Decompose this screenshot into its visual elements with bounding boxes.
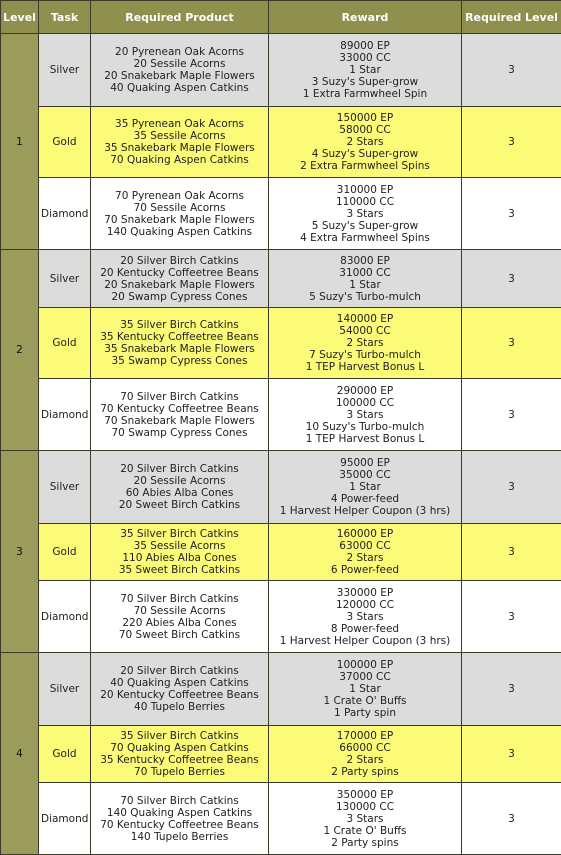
reward-line: 310000 EP <box>271 184 459 196</box>
reward-cell <box>269 107 462 178</box>
product-line: 20 Pyrenean Oak Acorns <box>93 46 266 58</box>
product-line: 70 Silver Birch Catkins <box>93 593 266 605</box>
header-required-level: Required Level <box>462 1 561 34</box>
required-product-cell <box>91 34 269 107</box>
product-line: 35 Swamp Cypress Cones <box>93 355 266 367</box>
reward-line: 3 Stars <box>271 813 459 825</box>
reward-line: 1 TEP Harvest Bonus L <box>271 361 459 373</box>
required-product-cell <box>91 581 269 653</box>
reward-cell <box>269 451 462 524</box>
product-line: 20 Silver Birch Catkins <box>93 255 266 267</box>
table-row <box>1 451 561 524</box>
reward-line: 140000 EP <box>271 313 459 325</box>
reward-line: 330000 EP <box>271 587 459 599</box>
table-body <box>1 34 561 855</box>
product-line: 70 Quaking Aspen Catkins <box>93 154 266 166</box>
task-cell: Silver <box>39 653 91 726</box>
task-cell: Silver <box>39 250 91 308</box>
required-product-cell <box>91 308 269 379</box>
product-line: 140 Quaking Aspen Catkins <box>93 226 266 238</box>
table-row <box>1 653 561 726</box>
level-cell: 2 <box>1 250 39 451</box>
product-line: 70 Sessile Acorns <box>93 605 266 617</box>
reward-line: 4 Extra Farmwheel Spins <box>271 232 459 244</box>
reward-line: 100000 EP <box>271 659 459 671</box>
reward-line: 120000 CC <box>271 599 459 611</box>
reward-line: 1 Party spin <box>271 707 459 719</box>
table-row <box>1 379 561 451</box>
reward-line: 2 Stars <box>271 754 459 766</box>
product-line: 35 Snakebark Maple Flowers <box>93 343 266 355</box>
required-product-cell <box>91 178 269 250</box>
product-line: 35 Sweet Birch Catkins <box>93 564 266 576</box>
header-level: Level <box>1 1 39 34</box>
required-level-cell: 3 <box>462 34 561 107</box>
reward-line: 2 Extra Farmwheel Spins <box>271 160 459 172</box>
reward-line: 3 Stars <box>271 611 459 623</box>
reward-line: 1 Star <box>271 683 459 695</box>
reward-line: 1 Star <box>271 481 459 493</box>
product-line: 20 Silver Birch Catkins <box>93 665 266 677</box>
table-row <box>1 581 561 653</box>
table-row <box>1 178 561 250</box>
reward-line: 1 Harvest Helper Coupon (3 hrs) <box>271 505 459 517</box>
required-level-cell: 3 <box>462 653 561 726</box>
product-line: 60 Abies Alba Cones <box>93 487 266 499</box>
product-line: 35 Kentucky Coffeetree Beans <box>93 754 266 766</box>
product-line: 70 Silver Birch Catkins <box>93 391 266 403</box>
reward-line: 2 Party spins <box>271 837 459 849</box>
task-cell: Diamond <box>39 379 91 451</box>
product-line: 70 Sweet Birch Catkins <box>93 629 266 641</box>
reward-cell <box>269 783 462 855</box>
required-level-cell: 3 <box>462 308 561 379</box>
product-line: 20 Kentucky Coffeetree Beans <box>93 267 266 279</box>
reward-line: 1 Harvest Helper Coupon (3 hrs) <box>271 635 459 647</box>
product-line: 40 Quaking Aspen Catkins <box>93 677 266 689</box>
task-cell: Silver <box>39 451 91 524</box>
header-reward: Reward <box>269 1 462 34</box>
required-product-cell <box>91 250 269 308</box>
required-product-cell <box>91 726 269 783</box>
reward-line: 150000 EP <box>271 112 459 124</box>
required-product-cell <box>91 107 269 178</box>
reward-cell <box>269 581 462 653</box>
product-line: 20 Sessile Acorns <box>93 475 266 487</box>
reward-line: 1 Crate O' Buffs <box>271 695 459 707</box>
level-cell: 3 <box>1 451 39 653</box>
reward-line: 2 Party spins <box>271 766 459 778</box>
product-line: 70 Quaking Aspen Catkins <box>93 742 266 754</box>
reward-line: 58000 CC <box>271 124 459 136</box>
required-product-cell <box>91 451 269 524</box>
reward-line: 4 Power-feed <box>271 493 459 505</box>
reward-line: 31000 CC <box>271 267 459 279</box>
reward-line: 110000 CC <box>271 196 459 208</box>
required-level-cell: 3 <box>462 379 561 451</box>
reward-line: 130000 CC <box>271 801 459 813</box>
reward-line: 1 Star <box>271 279 459 291</box>
task-cell: Diamond <box>39 783 91 855</box>
reward-line: 1 Extra Farmwheel Spin <box>271 88 459 100</box>
product-line: 70 Kentucky Coffeetree Beans <box>93 819 266 831</box>
product-line: 20 Swamp Cypress Cones <box>93 291 266 303</box>
reward-cell <box>269 379 462 451</box>
reward-line: 4 Suzy's Super-grow <box>271 148 459 160</box>
product-line: 70 Snakebark Maple Flowers <box>93 214 266 226</box>
product-line: 35 Silver Birch Catkins <box>93 319 266 331</box>
table-row <box>1 250 561 308</box>
table-row <box>1 308 561 379</box>
product-line: 20 Kentucky Coffeetree Beans <box>93 689 266 701</box>
product-line: 20 Snakebark Maple Flowers <box>93 279 266 291</box>
reward-line: 83000 EP <box>271 255 459 267</box>
task-cell: Gold <box>39 524 91 581</box>
product-line: 70 Sessile Acorns <box>93 202 266 214</box>
product-line: 35 Snakebark Maple Flowers <box>93 142 266 154</box>
product-line: 20 Sessile Acorns <box>93 58 266 70</box>
product-line: 70 Swamp Cypress Cones <box>93 427 266 439</box>
reward-line: 170000 EP <box>271 730 459 742</box>
reward-cell <box>269 178 462 250</box>
reward-line: 2 Stars <box>271 136 459 148</box>
reward-line: 63000 CC <box>271 540 459 552</box>
reward-line: 95000 EP <box>271 457 459 469</box>
required-level-cell: 3 <box>462 107 561 178</box>
product-line: 20 Sweet Birch Catkins <box>93 499 266 511</box>
reward-line: 100000 CC <box>271 397 459 409</box>
required-level-cell: 3 <box>462 451 561 524</box>
reward-line: 37000 CC <box>271 671 459 683</box>
table-row <box>1 726 561 783</box>
header-required-product: Required Product <box>91 1 269 34</box>
reward-line: 160000 EP <box>271 528 459 540</box>
required-level-cell: 3 <box>462 581 561 653</box>
product-line: 35 Sessile Acorns <box>93 540 266 552</box>
required-level-cell: 3 <box>462 783 561 855</box>
reward-line: 33000 CC <box>271 52 459 64</box>
reward-line: 5 Suzy's Super-grow <box>271 220 459 232</box>
task-cell: Gold <box>39 107 91 178</box>
required-level-cell: 3 <box>462 726 561 783</box>
product-line: 70 Silver Birch Catkins <box>93 795 266 807</box>
reward-line: 6 Power-feed <box>271 564 459 576</box>
reward-line: 35000 CC <box>271 469 459 481</box>
reward-line: 2 Stars <box>271 337 459 349</box>
product-line: 35 Kentucky Coffeetree Beans <box>93 331 266 343</box>
table-row <box>1 34 561 107</box>
task-cell: Diamond <box>39 581 91 653</box>
product-line: 70 Snakebark Maple Flowers <box>93 415 266 427</box>
reward-cell <box>269 34 462 107</box>
header-task: Task <box>39 1 91 34</box>
reward-line: 5 Suzy's Turbo-mulch <box>271 291 459 303</box>
task-cell: Silver <box>39 34 91 107</box>
reward-line: 290000 EP <box>271 385 459 397</box>
reward-line: 1 TEP Harvest Bonus L <box>271 433 459 445</box>
product-line: 20 Silver Birch Catkins <box>93 463 266 475</box>
product-line: 40 Tupelo Berries <box>93 701 266 713</box>
reward-cell <box>269 653 462 726</box>
required-product-cell <box>91 653 269 726</box>
reward-line: 7 Suzy's Turbo-mulch <box>271 349 459 361</box>
reward-cell <box>269 726 462 783</box>
task-cell: Gold <box>39 726 91 783</box>
reward-line: 89000 EP <box>271 40 459 52</box>
reward-line: 66000 CC <box>271 742 459 754</box>
product-line: 35 Sessile Acorns <box>93 130 266 142</box>
reward-line: 3 Suzy's Super-grow <box>271 76 459 88</box>
level-cell: 4 <box>1 653 39 855</box>
product-line: 140 Tupelo Berries <box>93 831 266 843</box>
reward-line: 1 Star <box>271 64 459 76</box>
reward-line: 3 Stars <box>271 208 459 220</box>
level-cell: 1 <box>1 34 39 250</box>
required-product-cell <box>91 379 269 451</box>
required-product-cell <box>91 783 269 855</box>
reward-cell <box>269 250 462 308</box>
table-row <box>1 783 561 855</box>
reward-line: 1 Crate O' Buffs <box>271 825 459 837</box>
reward-line: 2 Stars <box>271 552 459 564</box>
reward-cell <box>269 308 462 379</box>
reward-line: 8 Power-feed <box>271 623 459 635</box>
product-line: 140 Quaking Aspen Catkins <box>93 807 266 819</box>
product-line: 70 Tupelo Berries <box>93 766 266 778</box>
product-line: 70 Kentucky Coffeetree Beans <box>93 403 266 415</box>
product-line: 35 Silver Birch Catkins <box>93 528 266 540</box>
reward-line: 10 Suzy's Turbo-mulch <box>271 421 459 433</box>
product-line: 220 Abies Alba Cones <box>93 617 266 629</box>
required-level-cell: 3 <box>462 250 561 308</box>
required-level-cell: 3 <box>462 178 561 250</box>
required-product-cell <box>91 524 269 581</box>
reward-line: 54000 CC <box>271 325 459 337</box>
reward-line: 350000 EP <box>271 789 459 801</box>
product-line: 35 Silver Birch Catkins <box>93 730 266 742</box>
product-line: 20 Snakebark Maple Flowers <box>93 70 266 82</box>
table-row <box>1 107 561 178</box>
product-line: 40 Quaking Aspen Catkins <box>93 82 266 94</box>
task-cell: Gold <box>39 308 91 379</box>
product-line: 35 Pyrenean Oak Acorns <box>93 118 266 130</box>
table-header-row <box>1 1 561 34</box>
product-line: 70 Pyrenean Oak Acorns <box>93 190 266 202</box>
table-row <box>1 524 561 581</box>
task-cell: Diamond <box>39 178 91 250</box>
product-line: 110 Abies Alba Cones <box>93 552 266 564</box>
reward-line: 3 Stars <box>271 409 459 421</box>
required-level-cell: 3 <box>462 524 561 581</box>
reward-cell <box>269 524 462 581</box>
